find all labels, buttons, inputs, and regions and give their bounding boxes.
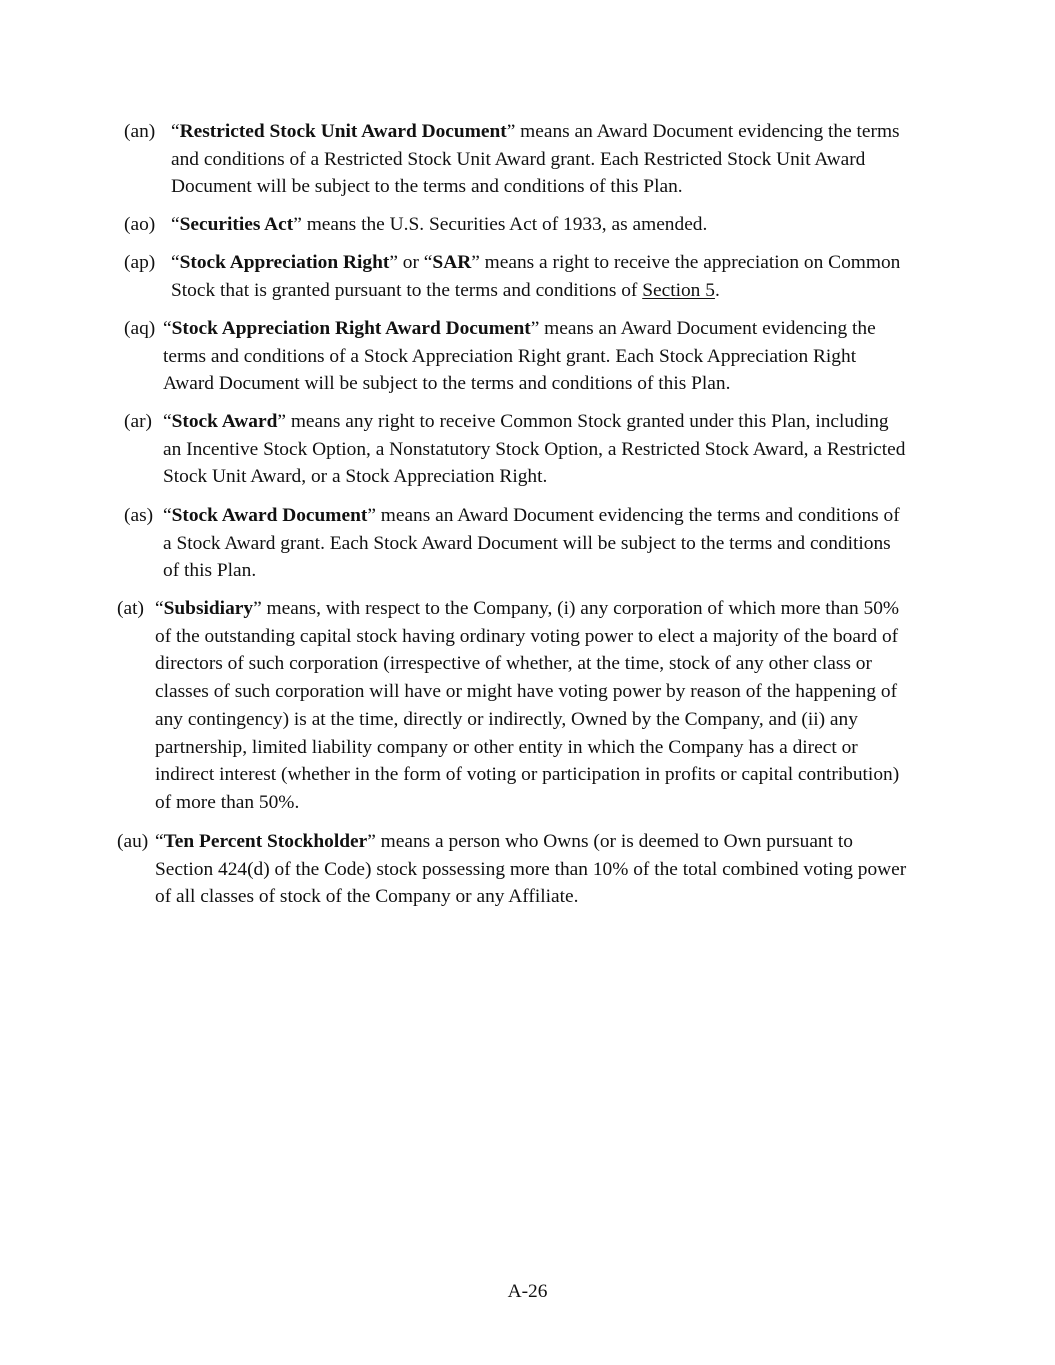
item-body: “Subsidiary” means, with respect to the Company, (i) any corporation of which more than 50% of the outstanding capital stock having ordinary voting power to elect a majority of the board of directors of such corporation (irrespective of whether, at the time, stock of any other class or classes of such corporation will have or might have voting power by reason of the happening of any contingency) is at the time, directly or indirectly, Owned by the Company, and (ii) any partnership, limited liability company or other entity in which the Company has a direct or indirect interest (whether in the form of voting or participation in profits or capital contribution) of more than 50%. (155, 598, 900, 813)
item-body: “Ten Percent Stockholder” means a person who Owns (or is deemed to Own pursuant to Section 424(d) of the Code) stock possessing more than 10% of the total combined voting power of all classes of stock of the Company or any Affiliate. (155, 831, 907, 908)
item-label: (ar) (124, 411, 152, 432)
defined-term: Subsidiary (163, 598, 254, 619)
item-body: “Securities Act” means the U.S. Securities Act of 1933, as amended. (171, 214, 708, 235)
item-body: “Restricted Stock Unit Award Document” means an Award Document evidencing the terms and conditions of a Restricted Stock Unit Award grant. Each Restricted Stock Unit Award Document will be subject to the terms and conditions of this Plan. (171, 121, 900, 198)
section-5-link[interactable]: Section 5 (642, 279, 715, 301)
item-body: “Stock Appreciation Right Award Document” means an Award Document evidencing the terms and conditions of a Stock Appreciation Right grant. Each Stock Appreciation Right Award Document will be subject to the terms and conditions of this Plan. (163, 318, 876, 395)
item-label: (at) (117, 598, 144, 619)
defined-term: Securities Act (179, 214, 294, 235)
defined-term: Stock Award Document (171, 505, 368, 526)
defined-term: Stock Award (171, 411, 278, 432)
defined-term-abbrev: SAR (432, 252, 472, 273)
item-label: (aq) (124, 318, 156, 339)
page-number: A-26 (507, 1281, 548, 1302)
item-body: “Stock Appreciation Right” or “SAR” means a right to receive the appreciation on Common Stock that is granted pursuant to the terms and conditions of Section 5. (171, 252, 901, 301)
defined-term: Ten Percent Stockholder (163, 831, 368, 852)
item-body: “Stock Award” means any right to receive Common Stock granted under this Plan, including an Incentive Stock Option, a Nonstatutory Stock Option, a Restricted Stock Award, a Restricted Stock Unit Award, or a Stock Appreciation Right. (163, 411, 906, 488)
item-label: (an) (124, 121, 156, 142)
defined-term: Restricted Stock Unit Award Document (179, 121, 507, 142)
item-label: (au) (117, 831, 149, 852)
item-body: “Stock Award Document” means an Award Document evidencing the terms and conditions of a Stock Award grant. Each Stock Award Document will be subject to the terms and conditions of this Plan. (163, 505, 900, 582)
item-label: (as) (124, 505, 154, 526)
defined-term: Stock Appreciation Right (179, 252, 390, 273)
item-label: (ao) (124, 214, 156, 235)
defined-term: Stock Appreciation Right Award Document (171, 318, 531, 339)
item-label: (ap) (124, 252, 156, 273)
